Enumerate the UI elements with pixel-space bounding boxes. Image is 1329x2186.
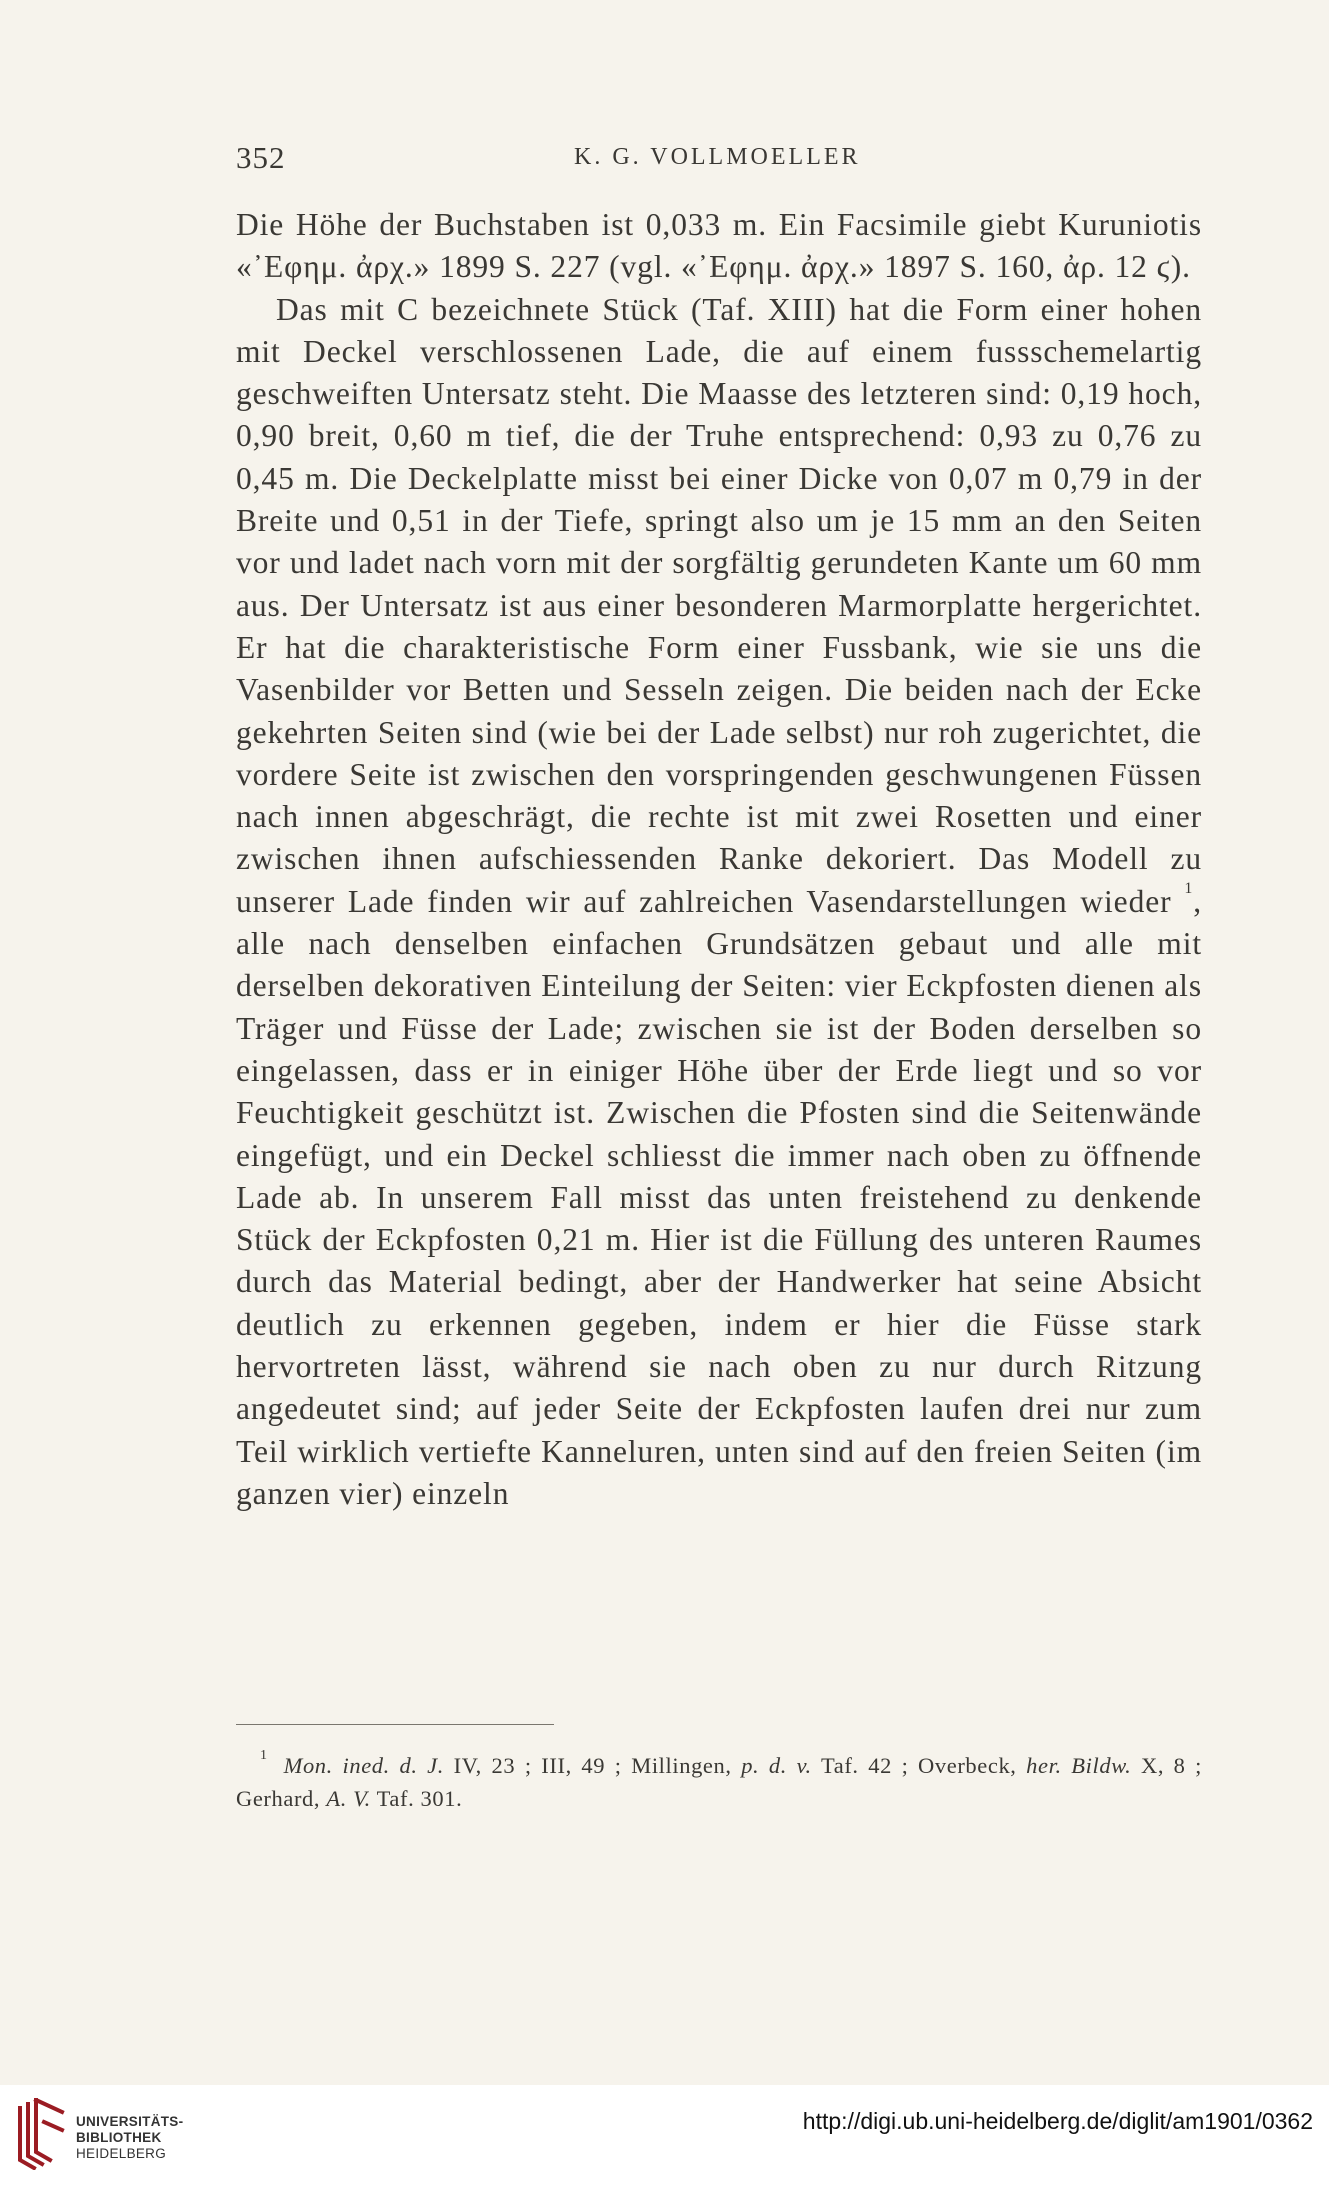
footnote-reference: 1 [1184,879,1194,897]
footnote-divider [236,1724,554,1725]
running-head: K. G. VOLLMOELLER [574,144,861,170]
library-name-line: HEIDELBERG [76,2146,167,2161]
footnote-citation-title: Mon. ined. d. J. [283,1753,444,1778]
library-name-line: UNIVERSITÄTS- [76,2114,184,2129]
footer-bar [0,2085,1329,2186]
footnote-marker: 1 [260,1748,268,1763]
library-name-line: BIBLIOTHEK [76,2130,162,2145]
footnote-citation-text: IV, 23 ; III, 49 ; Millingen, [444,1753,742,1778]
footnote-citation-title: her. Bildw. [1026,1753,1132,1778]
page-header [236,140,1196,180]
paragraph-text: Das mit C bezeichnete Stück (Taf. XIII) hat die Form einer hohen mit Deckel verschlossenen Lade, die auf einem fussschemelartig geschweiften Untersatz steht. Die Maasse des letzteren sind: 0,19 hoch, 0,90 breit, 0,60 m tief, die der Truhe entsprechend: 0,93 zu 0,76 zu 0,45 m. Die Deckelplatte misst bei einer Dicke von 0,07 m 0,79 in der Breite und 0,51 in der Tiefe, springt also um je 15 mm an den Seiten vor und ladet nach vorn mit der sorgfältig gerundeten Kante um 60 mm aus. Der Untersatz ist aus einer besonderen Marmorplatte hergerichtet. Er hat die charakteristische Form einer Fussbank, wie sie uns die Vasenbilder vor Betten und Sesseln zeigen. Die beiden nach der Ecke gekehrten Seiten sind (wie bei der Lade selbst) nur roh zugerichtet, die vordere Seite ist zwischen den vorspringenden geschwungenen Füssen nach innen abgeschrägt, die rechte ist mit zwei Rosetten und einer zwischen ihnen aufschiessenden Ranke dekoriert. Das Modell zu unserer Lade finden wir auf zahlreichen Vasendarstellungen wieder [236,291,1202,919]
paragraph-text: , alle nach denselben einfachen Grundsätzen gebaut und alle mit derselben dekorativen Einteilung der Seiten: vier Eckpfosten dienen als Träger und Füsse der Lade; zwischen sie ist der Boden derselben so eingelassen, dass er in einiger Höhe über der Erde liegt und so vor Feuchtigkeit geschützt ist. Zwischen die Pfosten sind die Seitenwände eingefügt, und ein Deckel schliesst die immer nach oben zu öffnende Lade ab. In unserem Fall misst das unten freistehend zu denkende Stück der Eckpfosten 0,21 m. Hier ist die Füllung des unteren Raumes durch das Material bedingt, aber der Handwerker hat seine Absicht deutlich zu erkennen gegeben, indem er hier die Füsse stark hervortreten lässt, während sie nach oben zu nur durch Ritzung angedeutet sind; auf jeder Seite der Eckpfosten laufen drei nur zum Teil wirklich vertiefte Kanneluren, unten sind auf den freien Seiten (im ganzen vier) einzeln [236,883,1202,1511]
footnote-citation-title: p. d. v. [741,1753,812,1778]
footnote-citation-title: A. V. [326,1786,371,1811]
page-number: 352 [236,140,286,175]
footnote-citation-text: Taf. 42 ; Overbeck, [811,1753,1027,1778]
university-library-logo-icon [14,2098,68,2170]
paragraph: Die Höhe der Buchstaben ist 0,033 m. Ein Facsimile giebt Kuruniotis «᾿Εφημ. ἀρχ.» 1899 S. 227 (vgl. «᾿Εφημ. ἀρχ.» 1897 S. 160, ἀρ. 12 ϛ). [236,207,1202,285]
footnote-citation-text: X, 8 ; Gerhard, [236,1753,1202,1811]
library-name [76,2114,183,2162]
footnote-text [236,1753,1202,1811]
footnote [236,1749,1202,1815]
footnote-citation-text: Taf. 301. [370,1786,463,1811]
body-text [236,204,1202,1515]
paragraph [236,289,1202,1516]
source-url[interactable]: http://digi.ub.uni-heidelberg.de/diglit/am1901/0362 [802,2108,1313,2134]
